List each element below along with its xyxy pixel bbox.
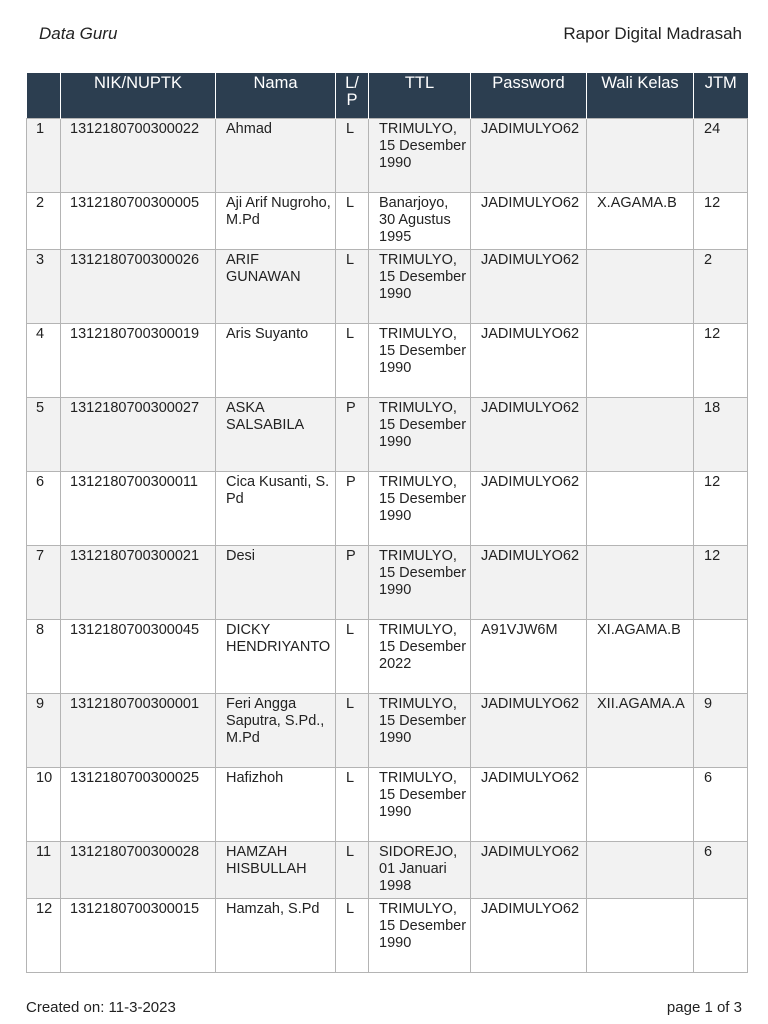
row-number: 8 [27, 619, 61, 693]
jtm-cell: 12 [694, 545, 748, 619]
nama-cell: Desi [216, 545, 336, 619]
column-header-ttl: TTL [369, 73, 471, 118]
row-number: 12 [27, 898, 61, 972]
row-number: 2 [27, 192, 61, 249]
row-number: 4 [27, 323, 61, 397]
gender-cell: L [336, 898, 369, 972]
jtm-cell: 24 [694, 118, 748, 192]
table-row [27, 841, 748, 898]
app-name: Rapor Digital Madrasah [563, 24, 742, 43]
nama-cell: Cica Kusanti, S. Pd [216, 471, 336, 545]
gender-cell: L [336, 693, 369, 767]
column-header-no [27, 73, 61, 118]
password-cell: JADIMULYO62 [471, 898, 587, 972]
ttl-cell: TRIMULYO, 15 Desember 1990 [369, 249, 471, 323]
table-row [27, 118, 748, 192]
wali-kelas-cell [587, 767, 694, 841]
password-cell: JADIMULYO62 [471, 841, 587, 898]
nik-cell: 1312180700300027 [61, 397, 216, 471]
password-cell: JADIMULYO62 [471, 249, 587, 323]
ttl-cell: TRIMULYO, 15 Desember 1990 [369, 767, 471, 841]
jtm-cell: 18 [694, 397, 748, 471]
nik-cell: 1312180700300026 [61, 249, 216, 323]
ttl-cell: TRIMULYO, 15 Desember 2022 [369, 619, 471, 693]
nik-cell: 1312180700300011 [61, 471, 216, 545]
nik-cell: 1312180700300028 [61, 841, 216, 898]
jtm-cell: 12 [694, 192, 748, 249]
row-number: 10 [27, 767, 61, 841]
wali-kelas-cell: X.AGAMA.B [587, 192, 694, 249]
column-header-nama: Nama [216, 73, 336, 118]
password-cell: JADIMULYO62 [471, 767, 587, 841]
wali-kelas-cell [587, 898, 694, 972]
wali-kelas-cell [587, 471, 694, 545]
gender-cell: L [336, 323, 369, 397]
table-row [27, 397, 748, 471]
wali-kelas-cell [587, 545, 694, 619]
gender-cell: L [336, 249, 369, 323]
password-cell: JADIMULYO62 [471, 118, 587, 192]
ttl-cell: TRIMULYO, 15 Desember 1990 [369, 471, 471, 545]
table-row [27, 323, 748, 397]
nama-cell: Feri Angga Saputra, S.Pd., M.Pd [216, 693, 336, 767]
ttl-cell: SIDOREJO, 01 Januari 1998 [369, 841, 471, 898]
table-row [27, 898, 748, 972]
table-row [27, 767, 748, 841]
ttl-cell: TRIMULYO, 15 Desember 1990 [369, 693, 471, 767]
wali-kelas-cell [587, 249, 694, 323]
ttl-cell: TRIMULYO, 15 Desember 1990 [369, 118, 471, 192]
table-row [27, 545, 748, 619]
jtm-cell: 6 [694, 767, 748, 841]
wali-kelas-cell [587, 397, 694, 471]
password-cell: JADIMULYO62 [471, 545, 587, 619]
gender-cell: P [336, 545, 369, 619]
jtm-cell [694, 619, 748, 693]
password-cell: JADIMULYO62 [471, 471, 587, 545]
nik-cell: 1312180700300015 [61, 898, 216, 972]
password-cell: JADIMULYO62 [471, 323, 587, 397]
nik-cell: 1312180700300022 [61, 118, 216, 192]
gender-cell: L [336, 192, 369, 249]
gender-cell: P [336, 471, 369, 545]
jtm-cell: 9 [694, 693, 748, 767]
row-number: 5 [27, 397, 61, 471]
ttl-cell: TRIMULYO, 15 Desember 1990 [369, 397, 471, 471]
password-cell: JADIMULYO62 [471, 192, 587, 249]
jtm-cell: 2 [694, 249, 748, 323]
nik-cell: 1312180700300001 [61, 693, 216, 767]
nama-cell: HAMZAH HISBULLAH [216, 841, 336, 898]
jtm-cell: 12 [694, 471, 748, 545]
table-row [27, 249, 748, 323]
gender-cell: L [336, 841, 369, 898]
row-number: 3 [27, 249, 61, 323]
page-indicator: page 1 of 3 [666, 999, 742, 1016]
nama-cell: ARIF GUNAWAN [216, 249, 336, 323]
column-header-nik: NIK/NUPTK [61, 73, 216, 118]
table-row [27, 471, 748, 545]
table-row [27, 693, 748, 767]
ttl-cell: Banarjoyo, 30 Agustus 1995 [369, 192, 471, 249]
document-title: Data Guru [39, 24, 118, 43]
nama-cell: Aji Arif Nugroho, M.Pd [216, 192, 336, 249]
nama-cell: Hafizhoh [216, 767, 336, 841]
nik-cell: 1312180700300005 [61, 192, 216, 249]
jtm-cell: 6 [694, 841, 748, 898]
wali-kelas-cell [587, 841, 694, 898]
password-cell: JADIMULYO62 [471, 693, 587, 767]
password-cell: A91VJW6M [471, 619, 587, 693]
nama-cell: DICKY HENDRIYANTO [216, 619, 336, 693]
nik-cell: 1312180700300025 [61, 767, 216, 841]
nik-cell: 1312180700300019 [61, 323, 216, 397]
column-header-wali-kelas: Wali Kelas [587, 73, 694, 118]
ttl-cell: TRIMULYO, 15 Desember 1990 [369, 545, 471, 619]
jtm-cell [694, 898, 748, 972]
nik-cell: 1312180700300045 [61, 619, 216, 693]
row-number: 6 [27, 471, 61, 545]
wali-kelas-cell [587, 323, 694, 397]
ttl-cell: TRIMULYO, 15 Desember 1990 [369, 323, 471, 397]
wali-kelas-cell [587, 118, 694, 192]
nama-cell: Hamzah, S.Pd [216, 898, 336, 972]
table-header-row [27, 73, 748, 118]
column-header-gender: L/ P [336, 73, 369, 118]
nama-cell: ASKA SALSABILA [216, 397, 336, 471]
nama-cell: Ahmad [216, 118, 336, 192]
column-header-password: Password [471, 73, 587, 118]
row-number: 9 [27, 693, 61, 767]
jtm-cell: 12 [694, 323, 748, 397]
nik-cell: 1312180700300021 [61, 545, 216, 619]
column-header-jtm: JTM [694, 73, 748, 118]
teacher-table [26, 73, 748, 973]
gender-cell: L [336, 619, 369, 693]
table-row [27, 192, 748, 249]
created-date: Created on: 11-3-2023 [26, 999, 176, 1016]
wali-kelas-cell: XI.AGAMA.B [587, 619, 694, 693]
row-number: 1 [27, 118, 61, 192]
row-number: 11 [27, 841, 61, 898]
ttl-cell: TRIMULYO, 15 Desember 1990 [369, 898, 471, 972]
nama-cell: Aris Suyanto [216, 323, 336, 397]
gender-cell: P [336, 397, 369, 471]
gender-cell: L [336, 767, 369, 841]
wali-kelas-cell: XII.AGAMA.A [587, 693, 694, 767]
password-cell: JADIMULYO62 [471, 397, 587, 471]
row-number: 7 [27, 545, 61, 619]
gender-cell: L [336, 118, 369, 192]
table-row [27, 619, 748, 693]
